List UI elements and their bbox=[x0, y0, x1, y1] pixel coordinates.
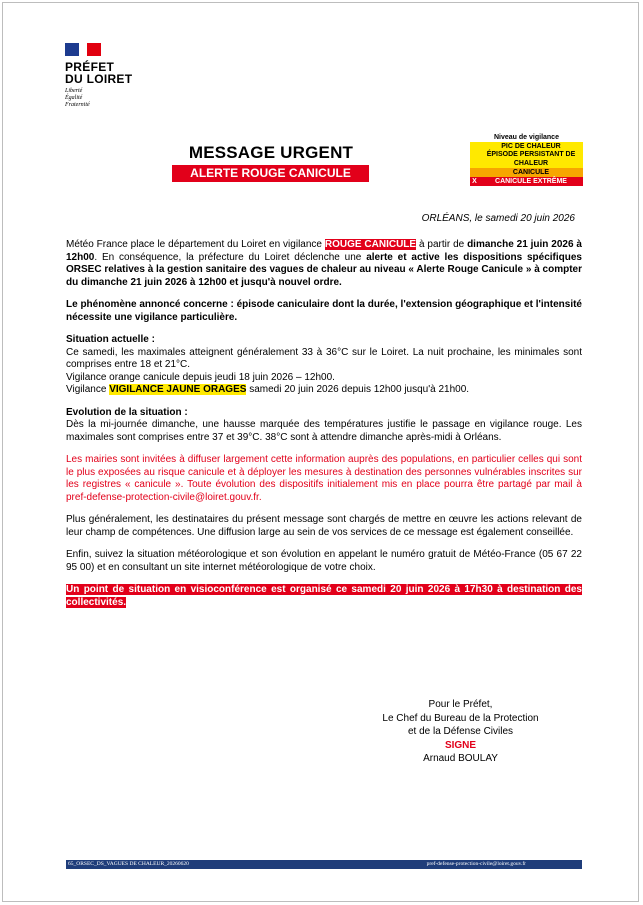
current-situation bbox=[66, 334, 582, 397]
evolution-heading: Evolution de la situation : bbox=[66, 406, 188, 418]
intro-text: à partir de bbox=[416, 239, 468, 250]
footer-email: pref-defense-protection-civile@loiret.gouv.fr bbox=[426, 861, 526, 867]
signed-mark: SIGNE bbox=[444, 739, 477, 751]
signature-line2: Le Chef du Bureau de la Protection bbox=[382, 712, 539, 724]
current-situation-text: Ce samedi, les maximales atteignent généralement 33 à 36°C sur le Loiret. La nuit prochaine, les minimales sont comprises entre 18 et 21°C. bbox=[66, 346, 582, 370]
date-line: ORLÉANS, le samedi 20 juin 2026 bbox=[421, 213, 575, 224]
intro-paragraph bbox=[66, 239, 582, 289]
signatory-name: Arnaud BOULAY bbox=[423, 753, 498, 764]
vigilance-level-label: CANICULE EXTRÊME bbox=[479, 177, 583, 186]
storm-vigilance-text: Vigilance bbox=[66, 384, 110, 395]
republic-motto bbox=[65, 88, 132, 109]
french-flag-icon bbox=[65, 43, 101, 56]
phenomenon-paragraph bbox=[66, 299, 582, 324]
mayors-paragraph: Les mairies sont invitées à diffuser largement cette information auprès des populations, en particulier celles qui sont le plus exposées au risque canicule et à déployer les mesures à destination des personnes vulnérables inscrites sur les registres « canicule ». Toute évolution des dispositifs initialement mis en place pourra être partagé par mail à pref-defense-protection-civile@loiret.gouv.fr. bbox=[66, 454, 582, 503]
signature-line3: et de la Défense Civiles bbox=[407, 726, 514, 737]
prefecture-name bbox=[65, 61, 132, 85]
motto-egalite: Égalité bbox=[65, 95, 83, 101]
motto-liberte: Liberté bbox=[65, 88, 83, 94]
alert-banner: ALERTE ROUGE CANICULE bbox=[172, 165, 369, 182]
visio-paragraph bbox=[66, 584, 582, 609]
phenomenon-text: Le phénomène annoncé concerne : épisode caniculaire dont la durée, l'extension géographique et l'intensité nécessite une vigilance particulière. bbox=[66, 299, 582, 323]
vigilance-level-row bbox=[470, 177, 583, 186]
vigilance-level-label: ÉPISODE PERSISTANT DE CHALEUR bbox=[479, 151, 583, 168]
motto-fraternite: Fraternité bbox=[65, 102, 90, 108]
orange-vigilance-line: Vigilance orange canicule depuis jeudi 18 juin 2026 – 12h00. bbox=[66, 371, 335, 383]
storm-vigilance-text: samedi 20 juin 2026 depuis 12h00 jusqu'à 21h00. bbox=[246, 384, 470, 395]
vigilance-level-row bbox=[470, 168, 583, 177]
signature-block bbox=[363, 698, 558, 766]
footer-bar bbox=[66, 860, 582, 869]
vigilance-checkbox-checked: X bbox=[470, 177, 479, 186]
intro-dispositions: alerte et active les dispositions spécifiques ORSEC relatives à la gestion sanitaire des vagues de chaleur au niveau « Alerte Rouge Canicule » à compter du dimanche 21 juin 2026 à 12h00 et jusqu'à nouvel ordre. bbox=[66, 251, 582, 288]
current-situation-heading: Situation actuelle : bbox=[66, 334, 155, 345]
vigilance-heading: Niveau de vigilance bbox=[494, 134, 559, 141]
evolution-text: Dès la mi-journée dimanche, une hausse marquée des températures justifie le passage en vigilance rouge. Les maximales sont comprises entre 37 et 39°C. 38°C sont à attendre dimanche après-midi à Orléans. bbox=[66, 419, 582, 443]
red-vigilance-highlight: ROUGE CANICULE bbox=[324, 239, 417, 250]
vigilance-checkbox bbox=[470, 151, 479, 168]
vigilance-checkbox bbox=[470, 168, 479, 177]
vigilance-level-label: CANICULE bbox=[479, 168, 583, 177]
followup-paragraph: Enfin, suivez la situation météorologique et son évolution en appelant le numéro gratuit de Météo-France (05 67 22 95 00) et en consultant un site internet météorologique de votre choix. bbox=[66, 549, 582, 573]
intro-start-date: dimanche 21 juin 2026 à 12h00 bbox=[66, 239, 582, 263]
vigilance-level-box bbox=[470, 133, 583, 186]
intro-text: . En conséquence, la préfecture du Loiret déclenche une bbox=[94, 251, 367, 263]
document-page bbox=[2, 2, 639, 902]
prefecture-line1: PRÉFET bbox=[65, 60, 115, 74]
vigilance-level-label: PIC DE CHALEUR bbox=[479, 142, 583, 151]
evolution-section bbox=[66, 407, 582, 445]
vigilance-checkbox bbox=[470, 142, 479, 151]
visio-announcement: Un point de situation en visioconférence est organisé ce samedi 20 juin 2026 à 17h30 à destination des collectivités. bbox=[66, 584, 582, 608]
message-body bbox=[66, 239, 582, 619]
general-paragraph: Plus généralement, les destinataires du présent message sont chargés de mettre en œuvre les actions relevant de leur champ de compétences. Une diffusion large au sein de vos services de ce message est également conseillée. bbox=[66, 514, 582, 538]
vigilance-level-row bbox=[470, 142, 583, 151]
prefecture-logo bbox=[65, 43, 132, 109]
footer-reference: 65_ORSEC_DS_VAGUES DE CHALEUR_20260620 bbox=[68, 861, 189, 867]
yellow-vigilance-highlight: VIGILANCE JAUNE ORAGES bbox=[109, 384, 247, 395]
prefecture-line2: DU LOIRET bbox=[65, 72, 133, 86]
intro-text: Météo France place le département du Loiret en vigilance bbox=[66, 239, 325, 250]
signature-line1: Pour le Préfet, bbox=[428, 699, 493, 710]
page-title: MESSAGE URGENT bbox=[188, 143, 354, 162]
vigilance-level-row bbox=[470, 151, 583, 168]
